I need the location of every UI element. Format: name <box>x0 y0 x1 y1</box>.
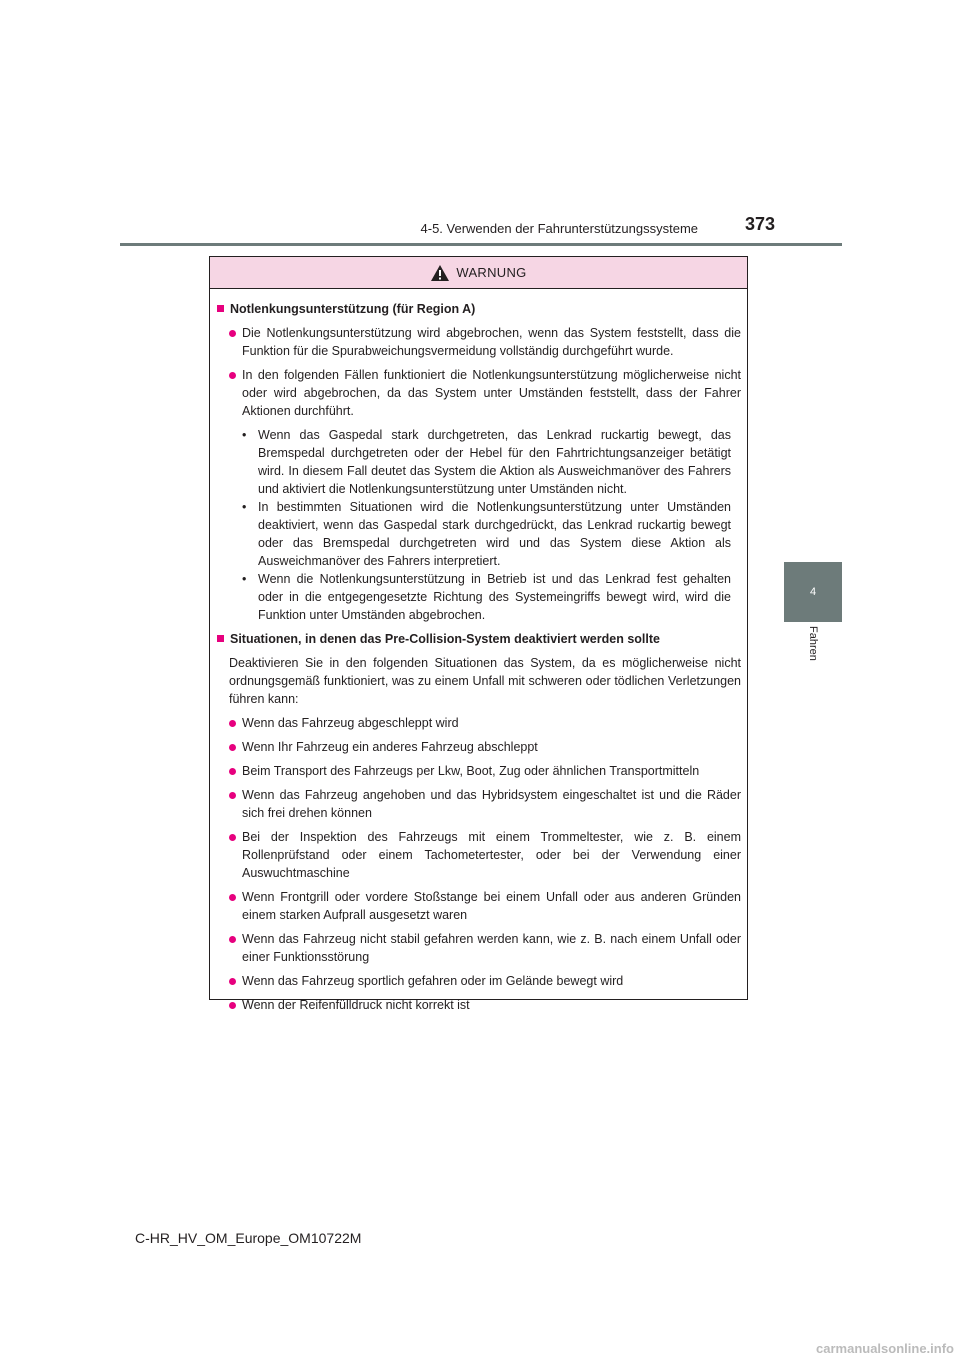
sub-list-item: • Wenn das Gaspedal stark durchgetreten, das Lenkrad ruckartig bewegt, das Bremspedal durchgetreten oder der Hebel für den Fahrtrichtungsanzeiger betätigt wird. In diesem Fall deutet das System die Aktion als Ausweichmanöver des Fahrers und aktiviert die Notlenkungsunterstützung unter Umständen nicht. <box>242 428 731 496</box>
warning-triangle-icon <box>430 264 450 282</box>
running-header-section: 4-5. Verwenden der Fahrunterstützungssysteme <box>420 221 698 236</box>
round-bullet-icon <box>229 936 236 943</box>
warning-body <box>210 289 747 1014</box>
round-bullet-icon <box>229 1002 236 1009</box>
section-intro: Deaktivieren Sie in den folgenden Situationen das System, da es möglicherweise nicht ordnungsgemäß funktioniert, was zu einem Unfall mit schweren oder tödlichen Verletzungen führen kann: <box>229 656 741 706</box>
sub-list <box>242 426 731 624</box>
round-bullet-icon <box>229 834 236 841</box>
round-bullet-icon <box>229 720 236 727</box>
chapter-number: 4 <box>809 586 817 598</box>
round-bullet-icon <box>229 330 236 337</box>
list-item: Beim Transport des Fahrzeugs per Lkw, Boot, Zug oder ähnlichen Transportmitteln <box>229 762 741 780</box>
chapter-label: Fahren <box>807 626 819 661</box>
list-item: Bei der Inspektion des Fahrzeugs mit einem Trommeltester, wie z. B. einem Rollenprüfstand oder einem Tachometertester, oder bei der Verwendung einer Auswuchtmaschine <box>229 828 741 882</box>
list-item: Wenn Ihr Fahrzeug ein anderes Fahrzeug abschleppt <box>229 738 741 756</box>
page-number: 373 <box>745 214 776 234</box>
square-bullet-icon <box>217 635 224 642</box>
sub-bullet-icon: • <box>242 572 247 586</box>
sub-bullet-icon: • <box>242 500 247 514</box>
list-item: Die Notlenkungsunterstützung wird abgebrochen, wenn das System feststellt, dass die Funktion für die Spurabweichungsvermeidung vollständig durchgeführt wurde. <box>229 324 741 360</box>
square-bullet-icon <box>217 305 224 312</box>
round-bullet-icon <box>229 792 236 799</box>
list-item: Wenn der Reifenfülldruck nicht korrekt ist <box>229 996 741 1014</box>
chapter-label-box <box>786 622 840 682</box>
round-bullet-icon <box>229 744 236 751</box>
warning-title: WARNUNG <box>456 265 527 280</box>
round-bullet-icon <box>229 894 236 901</box>
round-bullet-icon <box>229 978 236 985</box>
list-item: Wenn das Fahrzeug angehoben und das Hybridsystem eingeschaltet ist und die Räder sich frei drehen können <box>229 786 741 822</box>
section-heading: Notlenkungsunterstützung (für Region A) <box>217 300 741 318</box>
sub-list-item: • In bestimmten Situationen wird die Notlenkungsunterstützung unter Umständen deaktiviert, wenn das Gaspedal stark durchgedrückt, das Lenkrad ruckartig bewegt oder das Bremspedal durchgetreten wird und das System diese Aktion als Ausweichmanöver des Fahrers interpretiert. <box>242 500 731 568</box>
round-bullet-icon <box>229 768 236 775</box>
list-item: In den folgenden Fällen funktioniert die Notlenkungsunterstützung möglicherweise nicht oder wird abgebrochen, da das System unter Umständen feststellt, dass der Fahrer Aktionen durchführt. <box>229 366 741 420</box>
list-item: Wenn das Fahrzeug abgeschleppt wird <box>229 714 741 732</box>
watermark: carmanualsonline.info <box>816 1341 954 1356</box>
sub-list-item: • Wenn die Notlenkungsunterstützung in Betrieb ist und das Lenkrad fest gehalten oder in die entgegengesetzte Richtung des Systemeingriffs bewegt wird, wird die Funktion unter Umständen abgebrochen. <box>242 572 731 622</box>
sub-bullet-icon: • <box>242 428 247 442</box>
list-item: Wenn das Fahrzeug nicht stabil gefahren werden kann, wie z. B. nach einem Unfall oder einer Funktionsstörung <box>229 930 741 966</box>
warning-header <box>210 257 747 289</box>
list-item: Wenn Frontgrill oder vordere Stoßstange bei einem Unfall oder aus anderen Gründen einem starken Aufprall ausgesetzt waren <box>229 888 741 924</box>
section-heading: Situationen, in denen das Pre-Collision-System deaktiviert werden sollte <box>217 630 741 648</box>
footer-doc-id: C-HR_HV_OM_Europe_OM10722M <box>135 1230 362 1246</box>
chapter-tab <box>784 562 842 622</box>
round-bullet-icon <box>229 372 236 379</box>
header-rule <box>120 243 842 246</box>
warning-box <box>209 256 748 1012</box>
list-item: Wenn das Fahrzeug sportlich gefahren oder im Gelände bewegt wird <box>229 972 741 990</box>
